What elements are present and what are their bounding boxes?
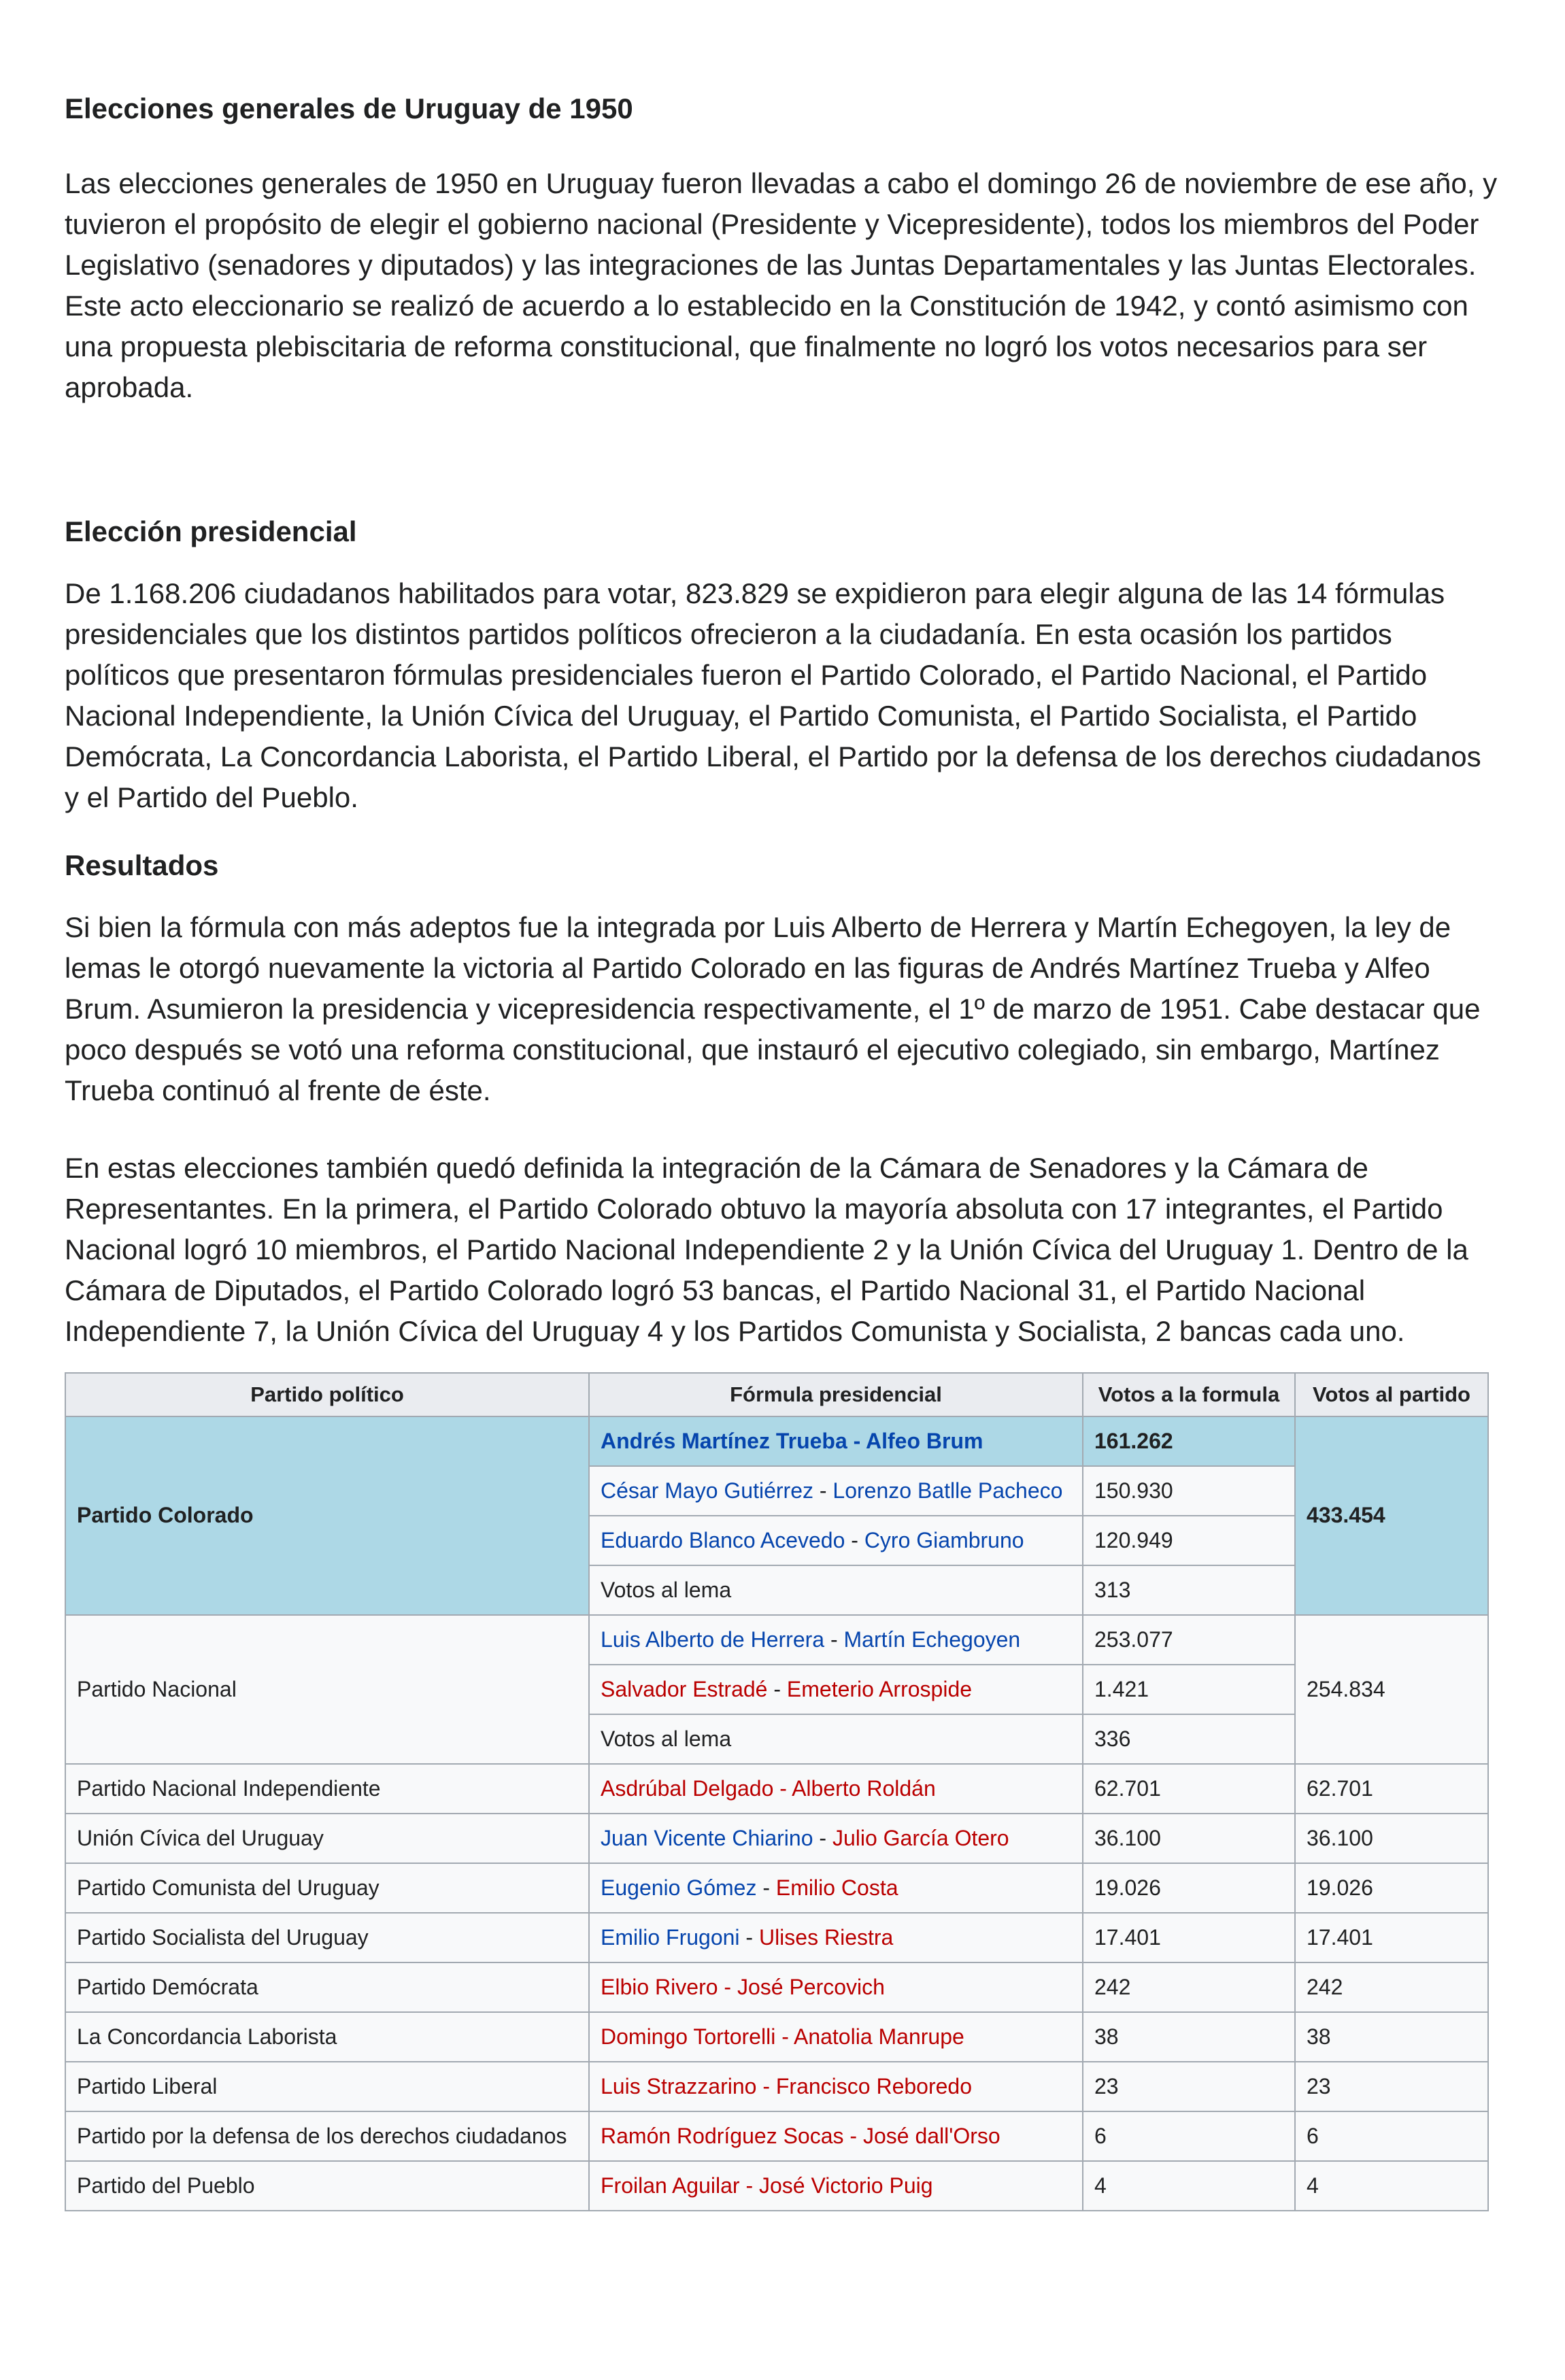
formula-cell	[589, 1416, 1083, 1466]
person-link-new[interactable]: Emilio Costa	[775, 1875, 898, 1900]
person-link[interactable]: Emilio Frugoni	[601, 1924, 740, 1950]
party-name-cell: Partido Socialista del Uruguay	[65, 1913, 589, 1962]
section-paragraph: En estas elecciones también quedó definida la integración de la Cámara de Senadores y la Cámara de Representantes. En la primera, el Partido Colorado obtuvo la mayoría absoluta con 17 integrantes, el Partido Nacional logró 10 miembros, el Partido Nacional Independiente 2 y la Unión Cívica del Uruguay 1. Dentro de la Cámara de Diputados, el Partido Colorado logró 53 bancas, el Partido Nacional 31, el Partido Nacional Independiente 7, la Unión Cívica del Uruguay 4 y los Partidos Comunista y Socialista, 2 bancas cada uno.	[65, 1151, 1468, 1347]
votes-party-cell: 19.026	[1295, 1863, 1488, 1913]
votes-formula-cell: 313	[1083, 1565, 1295, 1615]
results-table	[65, 1372, 1489, 2211]
results-table-body	[65, 1416, 1488, 2211]
votes-party-cell: 17.401	[1295, 1913, 1488, 1962]
votes-party-cell: 36.100	[1295, 1814, 1488, 1863]
votes-formula-cell: 6	[1083, 2111, 1295, 2161]
formula-cell	[589, 1615, 1083, 1665]
section-heading-resultados: Resultados	[65, 849, 219, 881]
formula-cell	[589, 1764, 1083, 1814]
formula-text: -	[756, 1875, 776, 1900]
column-header-votos-partido: Votos al partido	[1295, 1373, 1488, 1416]
table-row	[65, 1962, 1488, 2012]
table-header-row	[65, 1373, 1488, 1416]
votes-formula-cell: 38	[1083, 2012, 1295, 2062]
table-row	[65, 2062, 1488, 2111]
votes-formula-cell: 1.421	[1083, 1665, 1295, 1714]
section-paragraph: De 1.168.206 ciudadanos habilitados para votar, 823.829 se expidieron para elegir alguna de las 14 fórmulas presidenciales que los distintos partidos políticos ofrecieron a la ciudadanía. En esta ocasión los partidos políticos que presentaron fórmulas presidenciales fueron el Partido Colorado, el Partido Nacional, el Partido Nacional Independiente, la Unión Cívica del Uruguay, el Partido Comunista, el Partido Socialista, el Partido Demócrata, La Concordancia Laborista, el Partido Liberal, el Partido por la defensa de los derechos ciudadanos y el Partido del Pueblo.	[65, 577, 1481, 813]
article	[65, 91, 1500, 2211]
party-name-cell: La Concordancia Laborista	[65, 2012, 589, 2062]
votes-party-cell: 62.701	[1295, 1764, 1488, 1814]
formula-cell	[589, 1913, 1083, 1962]
party-name-cell: Partido Colorado	[65, 1416, 589, 1615]
formula-cell	[589, 1466, 1083, 1516]
section-paragraph: Si bien la fórmula con más adeptos fue la integrada por Luis Alberto de Herrera y Martín Echegoyen, la ley de lemas le otorgó nuevamente la victoria al Partido Colorado en las figuras de Andrés Martínez Trueba y Alfeo Brum. Asumieron la presidencia y vicepresidencia respectivamente, el 1º de marzo de 1951. Cabe destacar que poco después se votó una reforma constitucional, que instauró el ejecutivo colegiado, sin embargo, Martínez Trueba continuó al frente de éste.	[65, 911, 1481, 1106]
formula-cell	[589, 2062, 1083, 2111]
person-link-new[interactable]: Emeterio Arrospide	[786, 1676, 973, 1701]
votes-formula-cell: 36.100	[1083, 1814, 1295, 1863]
person-link[interactable]: Luis Alberto de Herrera	[601, 1627, 825, 1652]
formula-cell	[589, 2111, 1083, 2161]
votes-formula-cell: 19.026	[1083, 1863, 1295, 1913]
person-link[interactable]: César Mayo Gutiérrez	[601, 1478, 813, 1503]
table-row	[65, 1863, 1488, 1913]
votes-formula-cell: 23	[1083, 2062, 1295, 2111]
formula-text: -	[824, 1627, 844, 1652]
table-row	[65, 1764, 1488, 1814]
person-link[interactable]: Lorenzo Batlle Pacheco	[832, 1478, 1063, 1503]
formula-cell	[589, 2161, 1083, 2211]
formula-cell	[589, 1714, 1083, 1764]
votes-party-cell: 242	[1295, 1962, 1488, 2012]
party-name-cell: Unión Cívica del Uruguay	[65, 1814, 589, 1863]
votes-formula-cell: 62.701	[1083, 1764, 1295, 1814]
column-header-partido-politico: Partido político	[65, 1373, 589, 1416]
intro-paragraph: Las elecciones generales de 1950 en Uruguay fueron llevadas a cabo el domingo 26 de noviembre de ese año, y tuvieron el propósito de elegir el gobierno nacional (Presidente y Vicepresidente), todos los miembros del Poder Legislativo (senadores y diputados) y las integraciones de las Juntas Departamentales y las Juntas Electorales. Este acto eleccionario se realizó de acuerdo a lo establecido en la Constitución de 1942, y contó asimismo con una propuesta plebiscitaria de reforma constitucional, que finalmente no logró los votos necesarios para ser aprobada.	[65, 167, 1498, 403]
table-row	[65, 2161, 1488, 2211]
table-row	[65, 1615, 1488, 1665]
formula-cell	[589, 2012, 1083, 2062]
table-row	[65, 1814, 1488, 1863]
party-name-cell: Partido Demócrata	[65, 1962, 589, 2012]
votes-formula-cell: 17.401	[1083, 1913, 1295, 1962]
formula-text: -	[739, 1924, 759, 1950]
votes-party-cell: 433.454	[1295, 1416, 1488, 1615]
formula-text: Votos al lema	[601, 1726, 732, 1751]
votes-party-cell: 4	[1295, 2161, 1488, 2211]
person-link-new[interactable]: Domingo Tortorelli - Anatolia Manrupe	[601, 2024, 964, 2049]
person-link[interactable]: Martín Echegoyen	[843, 1627, 1021, 1652]
formula-text: -	[813, 1478, 833, 1503]
formula-cell	[589, 1863, 1083, 1913]
formula-cell	[589, 1565, 1083, 1615]
votes-party-cell: 38	[1295, 2012, 1488, 2062]
votes-formula-cell: 253.077	[1083, 1615, 1295, 1665]
formula-cell	[589, 1665, 1083, 1714]
votes-party-cell: 254.834	[1295, 1615, 1488, 1764]
person-link-new[interactable]: Elbio Rivero - José Percovich	[601, 1974, 885, 1999]
person-link[interactable]: Juan Vicente Chiarino	[601, 1825, 813, 1850]
formula-text: -	[767, 1676, 787, 1701]
party-name-cell: Partido Nacional Independiente	[65, 1764, 589, 1814]
formula-text: -	[813, 1825, 832, 1850]
votes-formula-cell: 336	[1083, 1714, 1295, 1764]
party-name-cell: Partido del Pueblo	[65, 2161, 589, 2211]
votes-formula-cell: 242	[1083, 1962, 1295, 2012]
column-header-formula-presidencial: Fórmula presidencial	[589, 1373, 1083, 1416]
table-row	[65, 2111, 1488, 2161]
votes-formula-cell: 120.949	[1083, 1516, 1295, 1565]
party-name-cell: Partido Comunista del Uruguay	[65, 1863, 589, 1913]
party-name-cell: Partido Liberal	[65, 2062, 589, 2111]
person-link[interactable]: Andrés Martínez Trueba - Alfeo Brum	[601, 1428, 983, 1453]
person-link[interactable]: Eugenio Gómez	[601, 1875, 757, 1900]
formula-text: -	[845, 1527, 864, 1552]
formula-text: Votos al lema	[601, 1577, 732, 1602]
person-link-new[interactable]: Ramón Rodríguez Socas - José dall'Orso	[601, 2123, 1000, 2148]
votes-formula-cell: 161.262	[1083, 1416, 1295, 1466]
votes-party-cell: 6	[1295, 2111, 1488, 2161]
party-name-cell: Partido Nacional	[65, 1615, 589, 1764]
person-link-new[interactable]: Salvador Estradé	[601, 1676, 768, 1701]
formula-cell	[589, 1516, 1083, 1565]
formula-cell	[589, 1962, 1083, 2012]
person-link-new[interactable]: Julio García Otero	[832, 1825, 1009, 1850]
column-header-votos-formula: Votos a la formula	[1083, 1373, 1295, 1416]
votes-party-cell: 23	[1295, 2062, 1488, 2111]
votes-formula-cell: 150.930	[1083, 1466, 1295, 1516]
table-row	[65, 1913, 1488, 1962]
formula-cell	[589, 1814, 1083, 1863]
person-link-new[interactable]: Asdrúbal Delgado - Alberto Roldán	[601, 1775, 936, 1801]
person-link[interactable]: Eduardo Blanco Acevedo	[601, 1527, 845, 1552]
party-name-cell: Partido por la defensa de los derechos ciudadanos	[65, 2111, 589, 2161]
votes-formula-cell: 4	[1083, 2161, 1295, 2211]
person-link-new[interactable]: Ulises Riestra	[758, 1924, 894, 1950]
person-link-new[interactable]: Luis Strazzarino - Francisco Reboredo	[601, 2073, 973, 2098]
section-heading-eleccion-presidencial: Elección presidencial	[65, 515, 357, 547]
table-row	[65, 2012, 1488, 2062]
person-link-new[interactable]: Froilan Aguilar - José Victorio Puig	[601, 2173, 933, 2198]
table-row	[65, 1416, 1488, 1466]
person-link[interactable]: Cyro Giambruno	[864, 1527, 1024, 1552]
article-title: Elecciones generales de Uruguay de 1950	[65, 92, 633, 124]
